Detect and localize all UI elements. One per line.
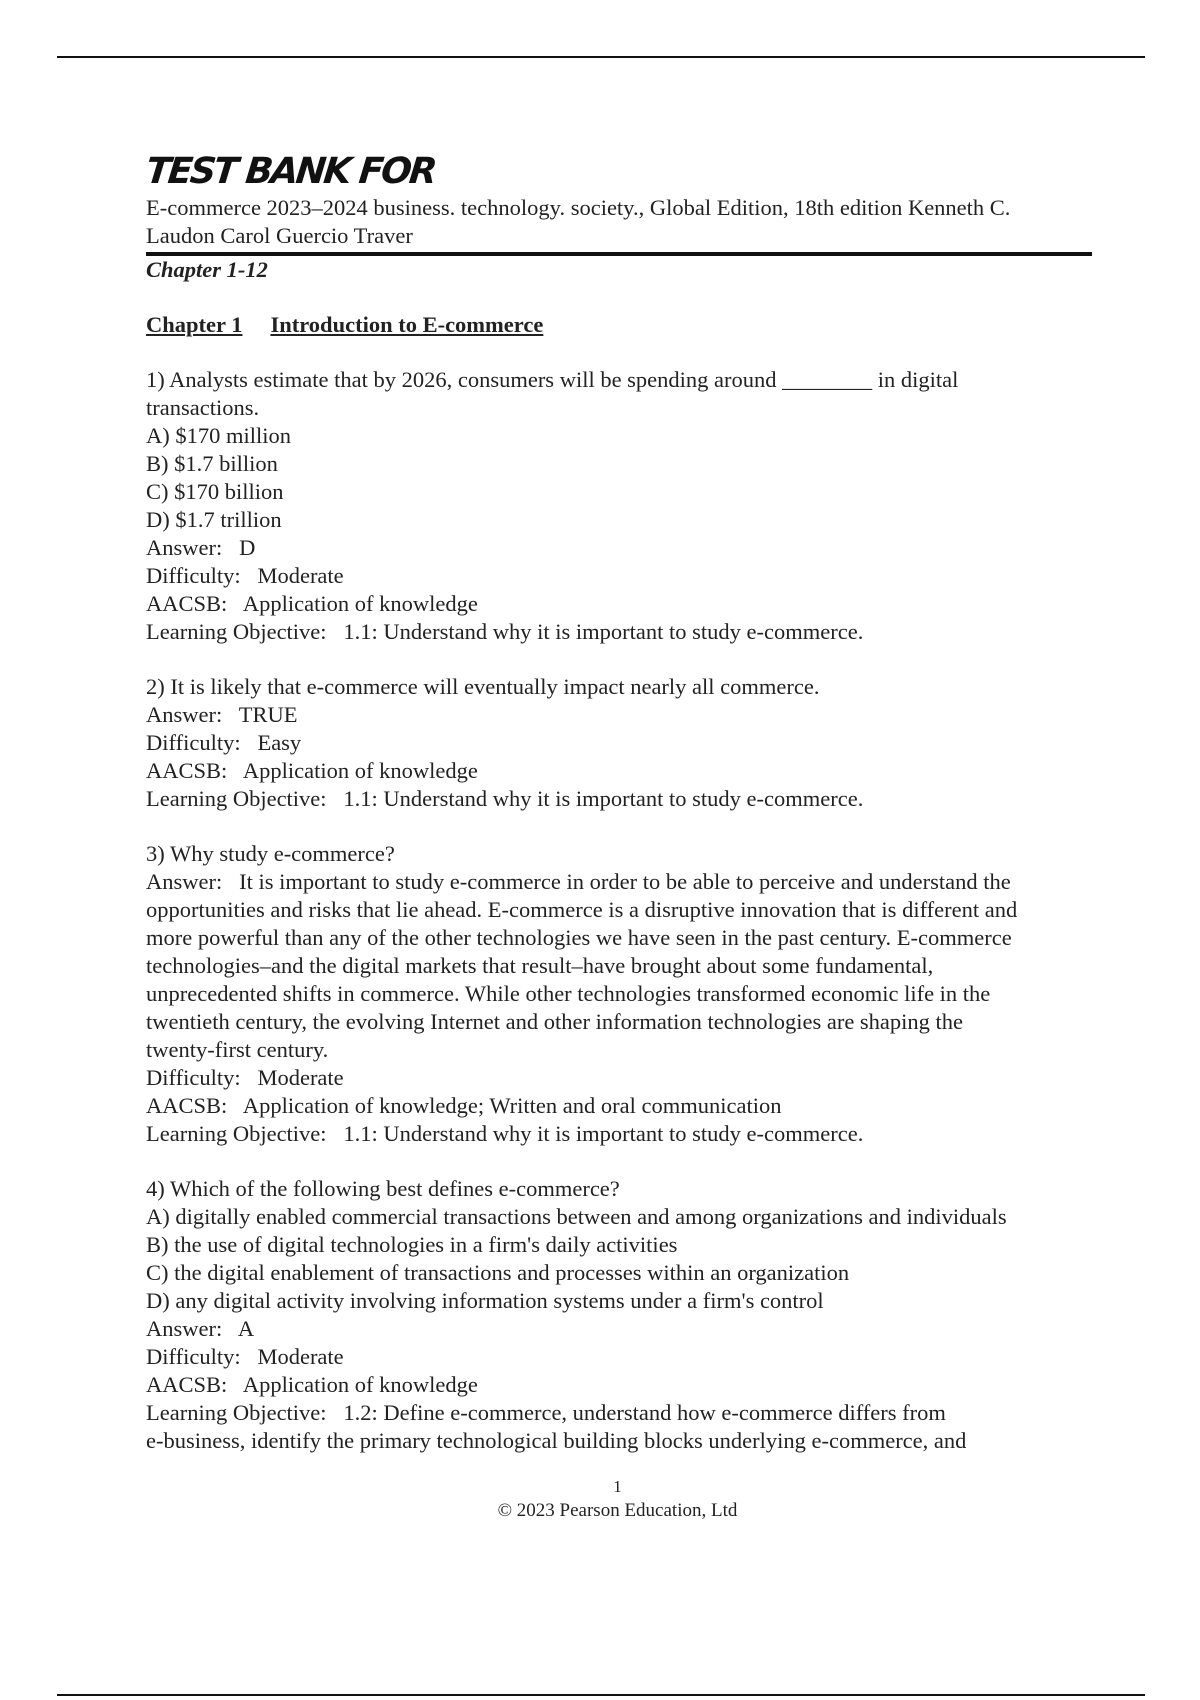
question-line: transactions. (146, 395, 260, 420)
question-line: C) $170 billion (146, 479, 284, 504)
book-subtitle (146, 194, 1086, 250)
top-rule (57, 56, 1145, 58)
bottom-rule (57, 1694, 1145, 1696)
question-line: twenty-first century. (146, 1037, 329, 1062)
question-line: AACSB: Application of knowledge (146, 591, 478, 616)
question-block (146, 840, 1086, 1148)
question-line: 3) Why study e-commerce? (146, 841, 395, 866)
question-line: Difficulty: Moderate (146, 1065, 344, 1090)
question-block (146, 1175, 1086, 1455)
question-line: Answer: It is important to study e-commerce in order to be able to perceive and understand the (146, 869, 1011, 894)
question-list (146, 366, 1086, 1455)
subtitle-line: Laudon Carol Guercio Traver (146, 223, 413, 248)
question-line: technologies–and the digital markets that result–have brought about some fundamental, (146, 953, 934, 978)
question-line: 1) Analysts estimate that by 2026, consumers will be spending around ________ in digital (146, 367, 959, 392)
subtitle-line: E-commerce 2023–2024 business. technology. society., Global Edition, 18th edition Kenneth C. (146, 195, 1011, 220)
question-block (146, 366, 1086, 646)
question-line: twentieth century, the evolving Internet and other information technologies are shaping the (146, 1009, 964, 1034)
question-line: more powerful than any of the other technologies we have seen in the past century. E-commerce (146, 925, 1012, 950)
question-line: Learning Objective: 1.1: Understand why it is important to study e-commerce. (146, 786, 864, 811)
question-line: opportunities and risks that lie ahead. E-commerce is a disruptive innovation that is different and (146, 897, 1018, 922)
question-line: 2) It is likely that e-commerce will eventually impact nearly all commerce. (146, 674, 820, 699)
question-line: AACSB: Application of knowledge; Written and oral communication (146, 1093, 782, 1118)
question-line: Difficulty: Moderate (146, 1344, 344, 1369)
chapter-heading (146, 311, 1086, 339)
question-line: unprecedented shifts in commerce. While other technologies transformed economic life in the (146, 981, 991, 1006)
document-title: TEST BANK FOR (143, 151, 437, 192)
question-line: Answer: D (146, 535, 256, 560)
chapter-title: Introduction to E-commerce (270, 312, 544, 337)
document-body (143, 150, 1086, 1455)
question-line: Difficulty: Easy (146, 730, 302, 755)
question-line: C) the digital enablement of transactions and processes within an organization (146, 1260, 850, 1285)
question-line: D) any digital activity involving information systems under a firm's control (146, 1288, 824, 1313)
copyright-notice: © 2023 Pearson Education, Ltd (497, 1500, 738, 1521)
question-line: B) $1.7 billion (146, 451, 278, 476)
question-line: Answer: TRUE (146, 702, 298, 727)
question-line: D) $1.7 trillion (146, 507, 282, 532)
question-line: B) the use of digital technologies in a firm's daily activities (146, 1232, 678, 1257)
chapter-range: Chapter 1-12 (146, 257, 268, 282)
question-block (146, 673, 1086, 813)
question-line: Learning Objective: 1.1: Understand why it is important to study e-commerce. (146, 619, 864, 644)
chapter-label: Chapter 1 (146, 312, 243, 337)
question-line: A) digitally enabled commercial transactions between and among organizations and individuals (146, 1204, 1007, 1229)
question-line: e-business, identify the primary technological building blocks underlying e-commerce, and (146, 1428, 967, 1453)
question-line: Answer: A (146, 1316, 255, 1341)
question-line: AACSB: Application of knowledge (146, 758, 478, 783)
question-line: AACSB: Application of knowledge (146, 1372, 478, 1397)
question-line: Learning Objective: 1.2: Define e-commerce, understand how e-commerce differs from (146, 1400, 946, 1425)
question-line: Difficulty: Moderate (146, 563, 344, 588)
question-line: 4) Which of the following best defines e-commerce? (146, 1176, 620, 1201)
question-line: A) $170 million (146, 423, 291, 448)
page-number: 1 (613, 1477, 622, 1496)
question-line: Learning Objective: 1.1: Understand why it is important to study e-commerce. (146, 1121, 864, 1146)
